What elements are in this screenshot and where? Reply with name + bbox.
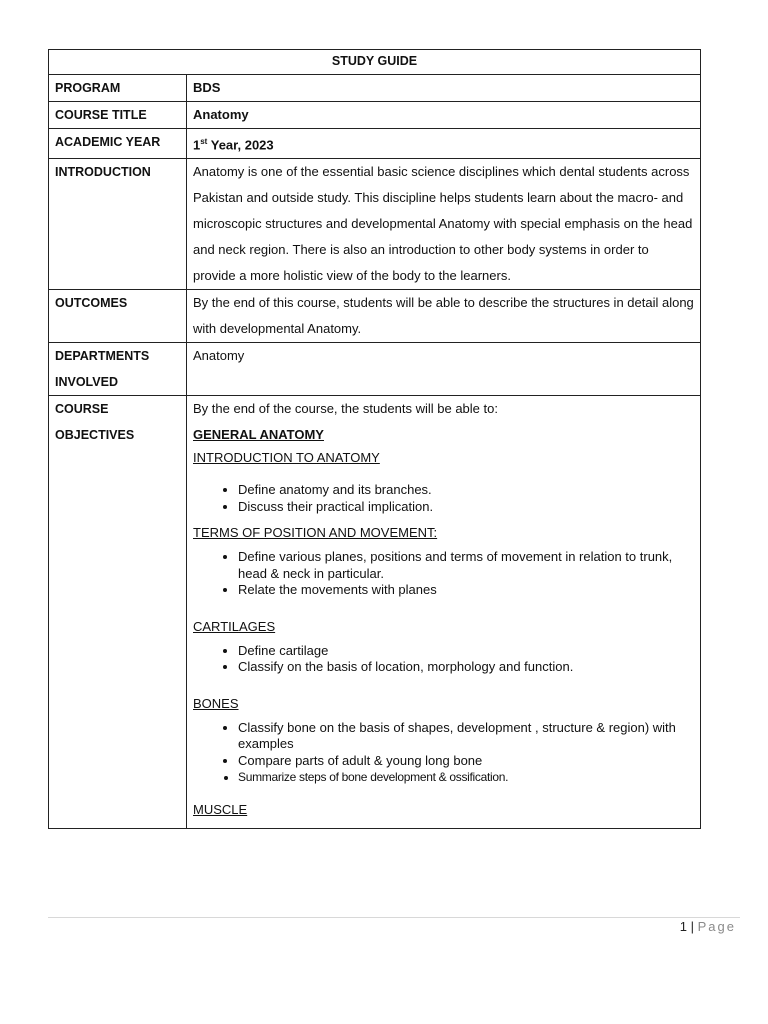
list-bones [193,720,694,786]
study-guide-table [48,49,701,829]
objectives-cell [187,396,701,829]
departments-label-line2: INVOLVED [55,375,118,390]
list-item: • Relate the movements with planes [238,582,694,599]
list-introduction [193,482,694,515]
introduction-cell [187,159,701,290]
introduction-label: INTRODUCTION [49,159,187,290]
page-footer [680,919,736,934]
program-value: BDS [187,75,701,102]
study-guide-title: STUDY GUIDE [49,50,701,75]
departments-label-line1: DEPARTMENTS [55,349,150,364]
program-label: PROGRAM [49,75,187,102]
page-number: 1 [679,919,687,934]
outcomes-cell [187,290,701,343]
section-heading-position-movement: TERMS OF POSITION AND MOVEMENT: [193,525,438,541]
section-heading-muscle: MUSCLE [193,801,248,817]
introduction-row [49,159,701,290]
footer-divider [48,917,740,918]
page-label: Page [697,919,736,934]
section-heading-bones: BONES [193,695,239,711]
page-separator: | [690,919,694,934]
outcomes-text: By the end of this course, students will be able to describe the structures in detail along with developmental Anatomy. [193,295,694,337]
objectives-label-line1: COURSE [55,402,109,417]
section-heading-introduction: INTRODUCTION TO ANATOMY [193,450,380,466]
list-cartilages [193,643,694,676]
outcomes-label: OUTCOMES [49,290,187,343]
course-title-value: Anatomy [187,102,701,129]
list-item: • Define various planes, positions and terms of movement in relation to trunk, head & neck in particular. [238,549,694,582]
course-title-row [49,102,701,129]
objectives-intro: By the end of the course, the students will be able to: [193,401,498,417]
list-item: • Classify bone on the basis of shapes, development , structure & region) with examples [238,720,694,753]
list-item: • Compare parts of adult & young long bone [238,753,694,770]
academic-year-text: Year, 2023 [207,137,274,153]
academic-year-ordinal: st [200,137,208,146]
list-item: • Discuss their practical implication. [238,499,694,516]
list-item: • Summarize steps of bone development & ossification. [238,769,694,786]
academic-year-label: ACADEMIC YEAR [49,129,187,159]
program-row [49,75,701,102]
course-title-label: COURSE TITLE [49,102,187,129]
objectives-row [49,396,701,829]
outcomes-row [49,290,701,343]
list-item: • Define cartilage [238,643,694,660]
academic-year-value [187,129,701,159]
objectives-label-line2: OBJECTIVES [55,428,135,443]
list-item: • Define anatomy and its branches. [238,482,694,499]
objectives-label [49,396,187,829]
academic-year-row [49,129,701,159]
title-row [49,50,701,75]
section-heading-cartilages: CARTILAGES [193,618,276,634]
academic-year-number: 1 [193,137,201,153]
departments-value: Anatomy [187,343,701,396]
departments-row [49,343,701,396]
general-anatomy-heading: GENERAL ANATOMY [193,427,324,443]
departments-label [49,343,187,396]
list-position-movement [193,549,694,599]
list-item: • Classify on the basis of location, morphology and function. [238,659,694,676]
introduction-text: Anatomy is one of the essential basic science disciplines which dental students across Pakistan and outside study. This discipline helps students learn about the macro- and microscopic structures and developmental Anatomy with special emphasis on the head and neck region. There is also an introduction to other body systems in order to provide a more holistic view of the body to the learners. [193,164,693,284]
